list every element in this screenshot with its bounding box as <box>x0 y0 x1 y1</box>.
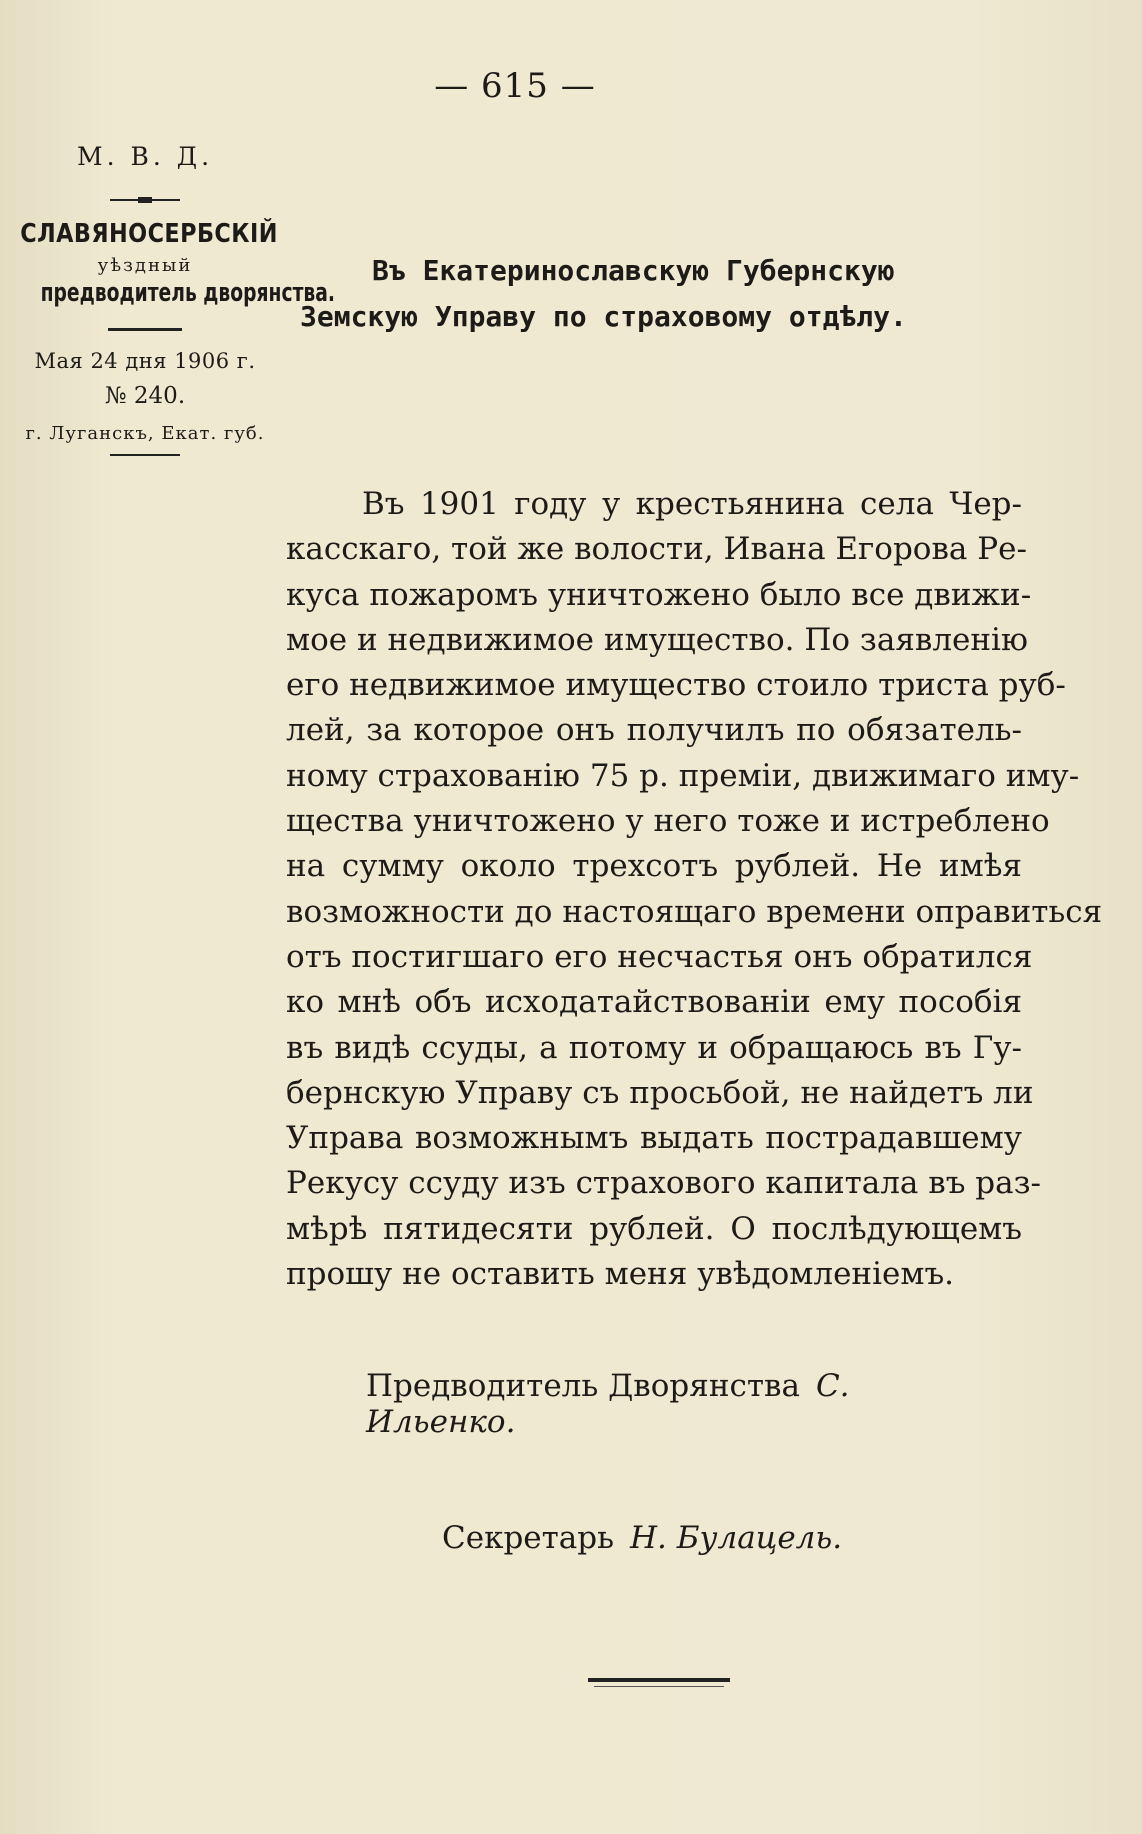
body-line: лей, за которое онъ получилъ по обязатель- <box>286 712 1022 749</box>
divider <box>110 199 180 201</box>
ministry-label: М. В. Д. <box>76 142 214 171</box>
body-line: мое и недвижимое имущество. По заявленію <box>286 621 1028 658</box>
body-line: щества уничтожено у него тоже и истреблено <box>286 803 1050 840</box>
body-line: мѣрѣ пятидесяти рублей. О послѣдующемъ <box>286 1210 1022 1247</box>
document-number: № 240. <box>104 383 186 409</box>
secretary-block <box>442 1520 942 1556</box>
body-line: на сумму около трехсотъ рублей. Не имѣя <box>286 848 1022 885</box>
divider <box>110 454 180 456</box>
body-line: куса пожаромъ уничтожено было все движи- <box>286 576 1032 613</box>
recipient-line: Земскую Управу по страховому отдѣлу. <box>300 300 907 333</box>
body-line: ко мнѣ объ исходатайствованіи ему пособія <box>286 984 1022 1021</box>
body-line: возможности до настоящаго времени оправиться <box>286 893 1103 930</box>
body-line: Управа возможнымъ выдать пострадавшему <box>286 1120 1022 1157</box>
body-line: Рекусу ссуду изъ страхового капитала въ раз- <box>286 1165 1042 1202</box>
body-line: бернскую Управу съ просьбой, не найдетъ ли <box>286 1074 1034 1111</box>
secretary-name: Н. Булацель. <box>629 1520 843 1556</box>
letter-body <box>286 482 1103 1297</box>
body-line: отъ постигшаго его несчастья онъ обратился <box>286 938 1033 975</box>
sender-block <box>0 130 336 456</box>
divider <box>108 328 182 331</box>
uezd-label: уѣздный <box>97 255 193 276</box>
page-number: — 615 — <box>434 66 596 106</box>
recipient-line: Въ Екатеринославскую Губернскую <box>372 254 895 287</box>
body-line: въ видѣ ссуды, а потому и обращаюсь въ Гу- <box>286 1029 1022 1066</box>
body-line: касскаго, той же волости, Ивана Егорова Ре- <box>286 531 1027 568</box>
body-line: ному страхованію 75 р. преміи, движимаго иму- <box>286 757 1080 794</box>
office-title: предводитель дворянства. <box>40 278 336 308</box>
document-date: Мая 24 дня 1906 г. <box>34 349 256 373</box>
signature-title: Предводитель Дворянства <box>366 1368 800 1404</box>
body-line: Въ 1901 году у крестьянина села Чер- <box>362 486 1022 522</box>
end-rule <box>588 1678 730 1682</box>
body-line: прошу не оставить меня увѣдомленіемъ. <box>286 1256 955 1293</box>
secretary-title: Секретарь <box>442 1520 614 1556</box>
signature-name: С. Ильенко. <box>366 1368 850 1440</box>
city-label: г. Луганскъ, Екат. губ. <box>25 423 265 444</box>
signature-block <box>366 1368 1006 1440</box>
district-name: СЛАВЯНОСЕРБСКІЙ <box>20 219 278 249</box>
recipient-address <box>300 248 1020 340</box>
body-line: его недвижимое имущество стоило триста руб- <box>286 667 1066 704</box>
